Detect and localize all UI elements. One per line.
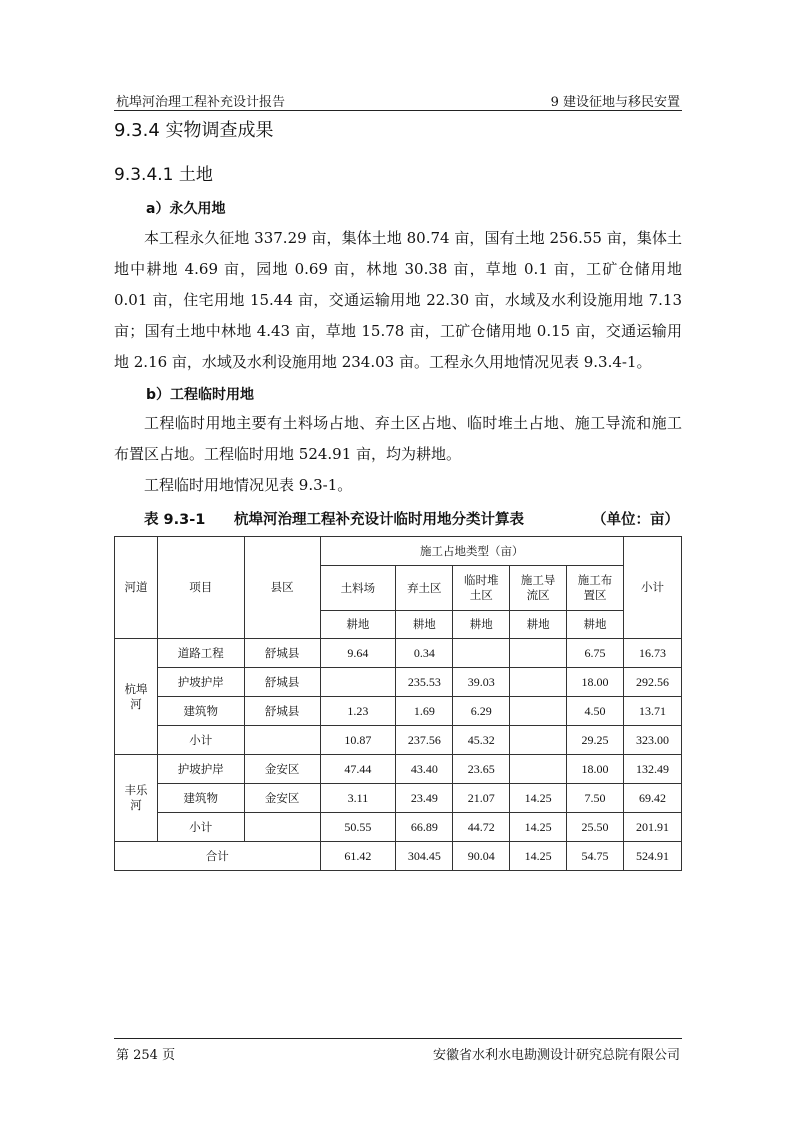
- row-value: 43.40: [396, 755, 453, 784]
- row-item: 道路工程: [157, 639, 244, 668]
- row-value: 10.87: [320, 726, 396, 755]
- header-col: 土料场: [320, 566, 396, 611]
- table-row: [115, 668, 682, 697]
- row-county: 金安区: [244, 784, 320, 813]
- section-title: 9.3.4 实物调查成果: [114, 120, 274, 141]
- row-county: [244, 726, 320, 755]
- row-value: 1.23: [320, 697, 396, 726]
- table-total-row: [115, 842, 682, 871]
- row-value: 44.72: [453, 813, 510, 842]
- row-item: 护坡护岸: [157, 755, 244, 784]
- row-value: 14.25: [510, 813, 567, 842]
- grand-total-label: 合计: [115, 842, 321, 871]
- row-value: 23.49: [396, 784, 453, 813]
- header-land-type-group: 施工占地类型（亩）: [320, 537, 624, 566]
- row-total: 69.42: [624, 784, 682, 813]
- footer-organization: 安徽省水利水电勘测设计研究总院有限公司: [432, 1048, 680, 1063]
- grand-total-value: 14.25: [510, 842, 567, 871]
- header-subtotal: 小计: [624, 537, 682, 639]
- row-value: 21.07: [453, 784, 510, 813]
- river-name: 丰乐 河: [115, 755, 158, 842]
- row-value: 39.03: [453, 668, 510, 697]
- row-value: [510, 697, 567, 726]
- row-value: 4.50: [567, 697, 624, 726]
- page-footer: [114, 1038, 682, 1061]
- row-total: 132.49: [624, 755, 682, 784]
- grand-total-value: 304.45: [396, 842, 453, 871]
- header-land-class: 耕地: [320, 611, 396, 639]
- row-total: 16.73: [624, 639, 682, 668]
- table-row: [115, 813, 682, 842]
- row-value: [320, 668, 396, 697]
- row-value: 45.32: [453, 726, 510, 755]
- header-land-class: 耕地: [453, 611, 510, 639]
- table-caption-unit: （单位：亩）: [592, 512, 679, 528]
- row-item: 小计: [157, 813, 244, 842]
- table-row: [115, 726, 682, 755]
- header-col: 施工布 置区: [567, 566, 624, 611]
- row-item: 建筑物: [157, 697, 244, 726]
- row-item: 建筑物: [157, 784, 244, 813]
- row-item: 小计: [157, 726, 244, 755]
- table-caption-number: 表 9.3-1: [144, 512, 206, 528]
- row-county: 金安区: [244, 755, 320, 784]
- row-value: [510, 726, 567, 755]
- row-value: 29.25: [567, 726, 624, 755]
- item-a-paragraph: 本工程永久征地 337.29 亩，集体土地 80.74 亩，国有土地 256.55 亩，集体土地中耕地 4.69 亩，园地 0.69 亩，林地 30.38 亩，草地 0.1 亩，工矿仓储用地 0.01 亩，住宅用地 15.44 亩，交通运输用地 22.30 亩，水域及水利设施用地 7.13 亩；国有土地中林地 4.43 亩，草地 15.78 亩，工矿仓储用地 0.15 亩，交通运输用地 2.16 亩，水域及水利设施用地 234.03 亩。工程永久用地情况见表 9.3.4-1。: [114, 229, 682, 371]
- row-total: 323.00: [624, 726, 682, 755]
- grand-total-value: 61.42: [320, 842, 396, 871]
- row-county: 舒城县: [244, 697, 320, 726]
- row-value: 235.53: [396, 668, 453, 697]
- temporary-land-table: [114, 536, 682, 871]
- header-county: 县区: [244, 537, 320, 639]
- row-value: 25.50: [567, 813, 624, 842]
- table-row: [115, 697, 682, 726]
- table-row: [115, 639, 682, 668]
- row-value: 0.34: [396, 639, 453, 668]
- table-row: [115, 784, 682, 813]
- header-land-class: 耕地: [396, 611, 453, 639]
- header-col: 施工导 流区: [510, 566, 567, 611]
- row-county: [244, 813, 320, 842]
- table-caption-title: 杭埠河治理工程补充设计临时用地分类计算表: [234, 512, 524, 528]
- table-header-row: [115, 537, 682, 566]
- row-value: 7.50: [567, 784, 624, 813]
- row-value: 50.55: [320, 813, 396, 842]
- subsection-title: 9.3.4.1 土地: [114, 165, 213, 185]
- row-value: 18.00: [567, 755, 624, 784]
- row-item: 护坡护岸: [157, 668, 244, 697]
- row-total: 201.91: [624, 813, 682, 842]
- row-value: [510, 639, 567, 668]
- row-value: 14.25: [510, 784, 567, 813]
- row-value: 6.29: [453, 697, 510, 726]
- footer-page-number: 第 254 页: [116, 1048, 176, 1063]
- header-item: 项目: [157, 537, 244, 639]
- row-total: 292.56: [624, 668, 682, 697]
- row-value: 23.65: [453, 755, 510, 784]
- grand-total-value: 90.04: [453, 842, 510, 871]
- item-b-paragraph-1: 工程临时用地主要有土料场占地、弃土区占地、临时堆土占地、施工导流和施工布置区占地。工程临时用地 524.91 亩，均为耕地。: [114, 414, 682, 463]
- header-report-title: 杭埠河治理工程补充设计报告: [116, 95, 286, 110]
- row-value: 47.44: [320, 755, 396, 784]
- row-county: 舒城县: [244, 668, 320, 697]
- grand-total-value: 54.75: [567, 842, 624, 871]
- row-value: 1.69: [396, 697, 453, 726]
- row-value: [510, 755, 567, 784]
- row-value: 237.56: [396, 726, 453, 755]
- river-name: 杭埠 河: [115, 639, 158, 755]
- header-col: 弃土区: [396, 566, 453, 611]
- header-river: 河道: [115, 537, 158, 639]
- row-value: 18.00: [567, 668, 624, 697]
- row-total: 13.71: [624, 697, 682, 726]
- header-chapter-title: 9 建设征地与移民安置: [550, 95, 680, 110]
- row-value: [510, 668, 567, 697]
- header-col: 临时堆 土区: [453, 566, 510, 611]
- header-land-class: 耕地: [567, 611, 624, 639]
- row-county: 舒城县: [244, 639, 320, 668]
- item-b-title: b）工程临时用地: [146, 387, 255, 403]
- grand-total-sum: 524.91: [624, 842, 682, 871]
- row-value: 6.75: [567, 639, 624, 668]
- header-land-class: 耕地: [510, 611, 567, 639]
- table-row: [115, 755, 682, 784]
- item-b-paragraph-2: 工程临时用地情况见表 9.3-1。: [144, 476, 353, 494]
- row-value: 3.11: [320, 784, 396, 813]
- page-header: [114, 88, 682, 111]
- row-value: 9.64: [320, 639, 396, 668]
- row-value: 66.89: [396, 813, 453, 842]
- item-a-title: a）永久用地: [146, 201, 226, 217]
- row-value: [453, 639, 510, 668]
